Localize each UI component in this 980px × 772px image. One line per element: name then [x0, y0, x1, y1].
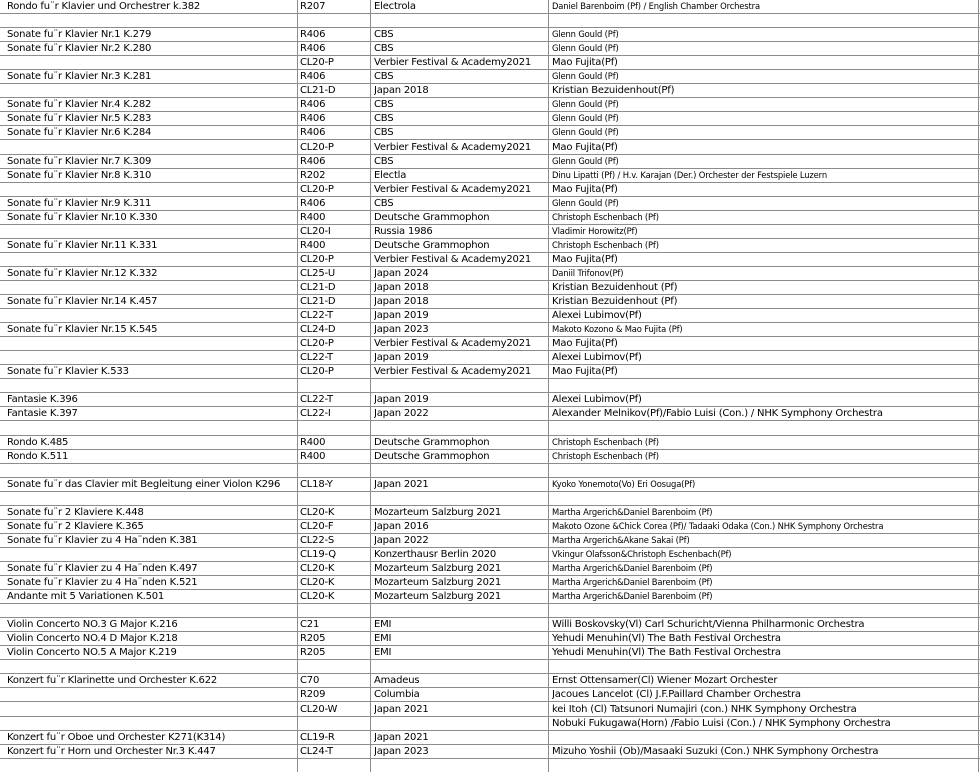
label-cell[interactable]: Mozarteum Salzburg 2021 [374, 563, 502, 574]
catalog-code-cell[interactable] [300, 717, 370, 730]
label-cell[interactable]: CBS [374, 127, 394, 139]
performer-cell[interactable]: Dinu Lipatti (Pf) / H.v. Karajan (Der.) Orchester der Festspiele Luzern [552, 169, 827, 180]
work-title-cell[interactable] [7, 14, 297, 27]
table-row[interactable] [0, 590, 980, 604]
work-title-cell[interactable] [7, 141, 297, 154]
table-row[interactable] [0, 253, 980, 267]
label-cell[interactable]: CBS [374, 197, 394, 209]
catalog-code-cell[interactable] [300, 422, 370, 435]
label-cell[interactable]: Deutsche Grammophon [374, 450, 490, 462]
catalog-code-cell[interactable]: CL24-T [300, 745, 333, 757]
catalog-code-cell[interactable]: CL20-P [300, 183, 334, 195]
catalog-code-cell[interactable]: CL25-U [300, 267, 336, 279]
table-row[interactable] [0, 492, 980, 506]
catalog-code-cell[interactable]: R406 [300, 99, 326, 111]
label-cell[interactable]: Deutsche Grammophon [374, 436, 490, 448]
performer-cell[interactable]: Glenn Gould (Pf) [552, 43, 619, 54]
catalog-code-cell[interactable]: CL20-K [300, 591, 335, 603]
work-title-cell[interactable]: Konzert fu¨r Horn und Orchester Nr.3 K.447 [7, 745, 216, 757]
table-row[interactable] [0, 323, 980, 337]
catalog-code-cell[interactable]: CL24-D [300, 324, 336, 336]
label-cell[interactable]: EMI [374, 633, 392, 645]
label-cell[interactable]: Electla [374, 169, 407, 181]
catalog-code-cell[interactable]: R400 [300, 450, 326, 462]
label-cell[interactable]: Mozarteum Salzburg 2021 [374, 591, 502, 603]
label-cell[interactable]: Konzerthausr Berlin 2020 [374, 548, 497, 560]
performer-cell[interactable]: Willi Boskovsky(Vl) Carl Schuricht/Vienna Philharmonic Orchestra [552, 619, 865, 631]
work-title-cell[interactable] [7, 84, 297, 97]
work-title-cell[interactable]: Konzert fu¨r Oboe und Orchester K271(K314) [7, 731, 226, 743]
work-title-cell[interactable]: Sonate fu¨r Klavier zu 4 Ha¨nden K.521 [7, 577, 198, 589]
label-cell[interactable]: Japan 2024 [374, 267, 429, 279]
catalog-code-cell[interactable]: CL20-W [300, 703, 338, 715]
performer-cell[interactable]: Mao Fujita(Pf) [552, 338, 618, 350]
work-title-cell[interactable]: Sonate fu¨r Klavier Nr.1 K.279 [7, 29, 152, 41]
table-row[interactable] [0, 688, 980, 702]
label-cell[interactable]: Verbier Festival & Academy2021 [374, 366, 532, 378]
performer-cell[interactable]: Ernst Ottensamer(Cl) Wiener Mozart Orchester [552, 675, 778, 687]
label-cell[interactable]: Verbier Festival & Academy2021 [374, 338, 532, 350]
performer-cell[interactable]: Mizuho Yoshii (Ob)/Masaaki Suzuki (Con.) NHK Symphony Orchestra [552, 745, 879, 757]
label-cell[interactable]: Deutsche Grammophon [374, 211, 490, 223]
table-row[interactable] [0, 351, 980, 365]
table-row[interactable] [0, 0, 980, 14]
performer-cell[interactable] [552, 422, 978, 435]
label-cell[interactable] [374, 717, 548, 730]
work-title-cell[interactable]: Sonate fu¨r Klavier zu 4 Ha¨nden K.381 [7, 534, 198, 546]
catalog-code-cell[interactable]: CL20-K [300, 563, 335, 574]
catalog-code-cell[interactable] [300, 660, 370, 673]
catalog-code-cell[interactable]: CL20-P [300, 366, 334, 378]
catalog-code-cell[interactable]: CL21-D [300, 282, 336, 293]
table-row[interactable] [0, 407, 980, 421]
label-cell[interactable]: Japan 2016 [374, 520, 429, 532]
performer-cell[interactable]: Martha Argerich&Akane Sakai (Pf) [552, 534, 690, 545]
work-title-cell[interactable]: Violin Concerto NO.4 D Major K.218 [7, 633, 178, 645]
work-title-cell[interactable]: Sonate fu¨r Klavier Nr.9 K.311 [7, 197, 152, 209]
work-title-cell[interactable] [7, 309, 297, 322]
catalog-code-cell[interactable]: CL20-P [300, 141, 334, 153]
table-row[interactable] [0, 703, 980, 717]
work-title-cell[interactable] [7, 717, 297, 730]
performer-cell[interactable]: Jacoues Lancelot (Cl) J.F.Paillard Chamber Orchestra [552, 689, 801, 701]
table-row[interactable] [0, 632, 980, 646]
performer-cell[interactable]: Christoph Eschenbach (Pf) [552, 436, 659, 447]
label-cell[interactable]: Japan 2018 [374, 282, 429, 293]
table-row[interactable] [0, 422, 980, 436]
work-title-cell[interactable] [7, 548, 297, 561]
performer-cell[interactable]: Glenn Gould (Pf) [552, 71, 619, 82]
catalog-code-cell[interactable]: CL22-I [300, 408, 331, 420]
label-cell[interactable]: EMI [374, 647, 392, 659]
table-row[interactable] [0, 478, 980, 492]
work-title-cell[interactable]: Sonate fu¨r 2 Klaviere K.365 [7, 520, 144, 532]
work-title-cell[interactable]: Sonate fu¨r Klavier Nr.10 K.330 [7, 211, 158, 223]
table-row[interactable] [0, 506, 980, 520]
performer-cell[interactable]: Christoph Eschenbach (Pf) [552, 211, 659, 222]
catalog-code-cell[interactable] [300, 464, 370, 477]
label-cell[interactable]: Deutsche Grammophon [374, 239, 490, 251]
performer-cell[interactable]: Daniil Trifonov(Pf) [552, 267, 624, 278]
work-title-cell[interactable]: Sonate fu¨r Klavier Nr.6 K.284 [7, 127, 152, 139]
work-title-cell[interactable]: Violin Concerto NO.3 G Major K.216 [7, 619, 178, 631]
work-title-cell[interactable]: Sonate fu¨r Klavier Nr.12 K.332 [7, 267, 158, 279]
performer-cell[interactable]: Glenn Gould (Pf) [552, 197, 619, 208]
catalog-code-cell[interactable]: CL20-P [300, 253, 334, 265]
table-row[interactable] [0, 42, 980, 56]
catalog-code-cell[interactable]: CL20-K [300, 506, 335, 518]
performer-cell[interactable]: Kristian Bezuidenhout (Pf) [552, 282, 678, 293]
work-title-cell[interactable]: Sonate fu¨r das Clavier mit Begleitung einer Violon K296 [7, 478, 281, 490]
label-cell[interactable]: Russia 1986 [374, 225, 433, 237]
label-cell[interactable]: EMI [374, 619, 392, 631]
work-title-cell[interactable]: Sonate fu¨r 2 Klaviere K.448 [7, 506, 144, 518]
catalog-code-cell[interactable]: R400 [300, 239, 326, 251]
table-row[interactable] [0, 169, 980, 183]
catalog-code-cell[interactable]: CL18-Y [300, 478, 333, 490]
table-row[interactable] [0, 464, 980, 478]
label-cell[interactable] [374, 492, 548, 505]
catalog-code-cell[interactable]: CL20-K [300, 577, 335, 589]
performer-cell[interactable]: Glenn Gould (Pf) [552, 29, 619, 40]
table-row[interactable] [0, 112, 980, 126]
label-cell[interactable] [374, 604, 548, 617]
table-row[interactable] [0, 28, 980, 42]
table-row[interactable] [0, 337, 980, 351]
performer-cell[interactable] [552, 660, 978, 673]
label-cell[interactable]: Japan 2021 [374, 703, 429, 715]
work-title-cell[interactable]: Sonate fu¨r Klavier Nr.14 K.457 [7, 296, 158, 308]
performer-cell[interactable]: Mao Fujita(Pf) [552, 366, 618, 378]
performer-cell[interactable]: Alexei Lubimov(Pf) [552, 352, 642, 364]
label-cell[interactable]: Amadeus [374, 675, 420, 687]
label-cell[interactable]: CBS [374, 99, 394, 111]
label-cell[interactable]: Japan 2018 [374, 296, 429, 308]
work-title-cell[interactable] [7, 660, 297, 673]
performer-cell[interactable]: Nobuki Fukugawa(Horn) /Fabio Luisi (Con.) / NHK Symphony Orchestra [552, 717, 891, 729]
performer-cell[interactable]: Vkingur Olafsson&Christoph Eschenbach(Pf) [552, 548, 732, 559]
label-cell[interactable]: Japan 2018 [374, 85, 429, 97]
work-title-cell[interactable]: Sonate fu¨r Klavier Nr.2 K.280 [7, 43, 152, 55]
table-row[interactable] [0, 225, 980, 239]
work-title-cell[interactable]: Konzert fu¨r Klarinette und Orchester K.622 [7, 675, 218, 687]
label-cell[interactable]: Verbier Festival & Academy2021 [374, 253, 532, 265]
performer-cell[interactable] [552, 604, 978, 617]
work-title-cell[interactable]: Fantasie K.397 [7, 408, 78, 420]
table-row[interactable] [0, 731, 980, 745]
label-cell[interactable]: Japan 2019 [374, 310, 429, 322]
label-cell[interactable]: CBS [374, 113, 394, 125]
table-row[interactable] [0, 141, 980, 155]
work-title-cell[interactable]: Fantasie K.396 [7, 394, 78, 406]
work-title-cell[interactable]: Sonate fu¨r Klavier Nr.11 K.331 [7, 239, 158, 251]
performer-cell[interactable]: Yehudi Menuhin(Vl) The Bath Festival Orchestra [552, 633, 781, 645]
catalog-code-cell[interactable] [300, 492, 370, 505]
performer-cell[interactable] [552, 731, 978, 744]
work-title-cell[interactable]: Sonate fu¨r Klavier Nr.5 K.283 [7, 113, 152, 125]
work-title-cell[interactable] [7, 56, 297, 69]
performer-cell[interactable]: Mao Fujita(Pf) [552, 141, 618, 153]
label-cell[interactable]: Electrola [374, 1, 416, 12]
catalog-code-cell[interactable] [300, 604, 370, 617]
catalog-code-cell[interactable]: R406 [300, 197, 326, 209]
table-row[interactable] [0, 450, 980, 464]
performer-cell[interactable]: Martha Argerich&Daniel Barenboim (Pf) [552, 506, 713, 517]
label-cell[interactable]: Japan 2019 [374, 394, 429, 406]
work-title-cell[interactable] [7, 703, 297, 716]
label-cell[interactable]: CBS [374, 155, 394, 167]
performer-cell[interactable]: Martha Argerich&Daniel Barenboim (Pf) [552, 577, 713, 588]
performer-cell[interactable]: Mao Fujita(Pf) [552, 183, 618, 195]
table-row[interactable] [0, 717, 980, 731]
table-row[interactable] [0, 183, 980, 197]
catalog-code-cell[interactable]: R406 [300, 127, 326, 139]
work-title-cell[interactable]: Sonate fu¨r Klavier Nr.15 K.545 [7, 324, 158, 336]
label-cell[interactable]: Japan 2021 [374, 731, 429, 743]
performer-cell[interactable]: Vladimir Horowitz(Pf) [552, 225, 638, 236]
catalog-code-cell[interactable]: CL20-F [300, 520, 334, 532]
catalog-code-cell[interactable]: CL22-S [300, 534, 335, 546]
table-row[interactable] [0, 576, 980, 590]
table-row[interactable] [0, 745, 980, 759]
performer-cell[interactable]: kei Itoh (Cl) Tatsunori Numajiri (con.) NHK Symphony Orchestra [552, 703, 857, 715]
work-title-cell[interactable]: Sonate fu¨r Klavier Nr.3 K.281 [7, 71, 152, 83]
table-row[interactable] [0, 309, 980, 323]
label-cell[interactable] [374, 14, 548, 27]
label-cell[interactable]: Japan 2023 [374, 745, 429, 757]
catalog-code-cell[interactable]: R406 [300, 113, 326, 125]
catalog-code-cell[interactable]: CL22-T [300, 352, 333, 364]
table-row[interactable] [0, 155, 980, 169]
label-cell[interactable]: Japan 2023 [374, 324, 429, 336]
work-title-cell[interactable]: Violin Concerto NO.5 A Major K.219 [7, 647, 177, 659]
performer-cell[interactable]: Glenn Gould (Pf) [552, 155, 619, 166]
label-cell[interactable]: Mozarteum Salzburg 2021 [374, 506, 502, 518]
table-row[interactable] [0, 604, 980, 618]
performer-cell[interactable]: Mao Fujita(Pf) [552, 57, 618, 69]
catalog-code-cell[interactable]: CL22-T [300, 310, 333, 322]
catalog-code-cell[interactable]: R400 [300, 436, 326, 448]
work-title-cell[interactable] [7, 379, 297, 392]
performer-cell[interactable]: Kristian Bezuidenhout(Pf) [552, 85, 675, 97]
performer-cell[interactable]: Christoph Eschenbach (Pf) [552, 239, 659, 250]
table-row[interactable] [0, 660, 980, 674]
label-cell[interactable]: Japan 2022 [374, 534, 429, 546]
table-row[interactable] [0, 98, 980, 112]
table-row[interactable] [0, 14, 980, 28]
work-title-cell[interactable] [7, 337, 297, 350]
table-row[interactable] [0, 618, 980, 632]
table-row[interactable] [0, 239, 980, 253]
label-cell[interactable]: Verbier Festival & Academy2021 [374, 183, 532, 195]
label-cell[interactable]: Verbier Festival & Academy2021 [374, 141, 532, 153]
performer-cell[interactable] [552, 14, 978, 27]
performer-cell[interactable] [552, 379, 978, 392]
table-row[interactable] [0, 70, 980, 84]
table-row[interactable] [0, 281, 980, 295]
catalog-code-cell[interactable]: R207 [300, 1, 326, 12]
catalog-code-cell[interactable]: CL19-R [300, 731, 335, 743]
performer-cell[interactable]: Glenn Gould (Pf) [552, 113, 619, 124]
table-row[interactable] [0, 674, 980, 688]
work-title-cell[interactable]: Sonate fu¨r Klavier Nr.8 K.310 [7, 169, 152, 181]
catalog-code-cell[interactable]: R209 [300, 689, 326, 701]
performer-cell[interactable] [552, 464, 978, 477]
label-cell[interactable] [374, 379, 548, 392]
catalog-code-cell[interactable]: R406 [300, 29, 326, 41]
work-title-cell[interactable]: Sonate fu¨r Klavier zu 4 Ha¨nden K.497 [7, 563, 198, 574]
catalog-code-cell[interactable]: CL20-P [300, 338, 334, 350]
catalog-code-cell[interactable]: R205 [300, 633, 326, 645]
label-cell[interactable] [374, 422, 548, 435]
work-title-cell[interactable] [7, 604, 297, 617]
label-cell[interactable]: CBS [374, 29, 394, 41]
performer-cell[interactable]: Martha Argerich&Daniel Barenboim (Pf) [552, 563, 713, 573]
performer-cell[interactable] [552, 492, 978, 505]
catalog-code-cell[interactable]: CL21-D [300, 296, 336, 308]
table-row[interactable] [0, 295, 980, 309]
catalog-code-cell[interactable] [300, 14, 370, 27]
work-title-cell[interactable] [7, 253, 297, 266]
table-row[interactable] [0, 520, 980, 534]
work-title-cell[interactable]: Rondo fu¨r Klavier und Orchestrer k.382 [7, 1, 201, 12]
performer-cell[interactable]: Daniel Barenboim (Pf) / English Chamber Orchestra [552, 1, 760, 11]
catalog-code-cell[interactable] [300, 379, 370, 392]
label-cell[interactable]: Japan 2019 [374, 352, 429, 364]
table-row[interactable] [0, 379, 980, 393]
table-row[interactable] [0, 534, 980, 548]
work-title-cell[interactable]: Rondo K.485 [7, 436, 69, 448]
label-cell[interactable] [374, 464, 548, 477]
label-cell[interactable] [374, 660, 548, 673]
catalog-code-cell[interactable]: R205 [300, 647, 326, 659]
performer-cell[interactable]: Kristian Bezuidenhout (Pf) [552, 296, 678, 308]
table-row[interactable] [0, 548, 980, 562]
performer-cell[interactable]: Glenn Gould (Pf) [552, 127, 619, 138]
label-cell[interactable]: Japan 2022 [374, 408, 429, 420]
label-cell[interactable]: Japan 2021 [374, 478, 429, 490]
catalog-code-cell[interactable]: C70 [300, 675, 320, 687]
table-row[interactable] [0, 126, 980, 140]
work-title-cell[interactable] [7, 464, 297, 477]
table-row[interactable] [0, 436, 980, 450]
label-cell[interactable]: Mozarteum Salzburg 2021 [374, 577, 502, 589]
work-title-cell[interactable] [7, 183, 297, 196]
catalog-code-cell[interactable]: CL20-I [300, 225, 331, 237]
label-cell[interactable]: Columbia [374, 689, 420, 701]
performer-cell[interactable]: Makoto Ozone &Chick Corea (Pf)/ Tadaaki Odaka (Con.) NHK Symphony Orchestra [552, 520, 884, 531]
label-cell[interactable]: CBS [374, 71, 394, 83]
performer-cell[interactable]: Yehudi Menuhin(Vl) The Bath Festival Orchestra [552, 647, 781, 659]
catalog-code-cell[interactable]: CL21-D [300, 85, 336, 97]
work-title-cell[interactable]: Sonate fu¨r Klavier Nr.7 K.309 [7, 155, 152, 167]
table-row[interactable] [0, 267, 980, 281]
work-title-cell[interactable]: Rondo K.511 [7, 450, 69, 462]
label-cell[interactable]: Verbier Festival & Academy2021 [374, 57, 532, 69]
work-title-cell[interactable]: Andante mit 5 Variationen K.501 [7, 591, 165, 603]
work-title-cell[interactable] [7, 281, 297, 294]
work-title-cell[interactable]: Sonate fu¨r Klavier K.533 [7, 366, 129, 378]
performer-cell[interactable]: Martha Argerich&Daniel Barenboim (Pf) [552, 591, 713, 602]
work-title-cell[interactable] [7, 492, 297, 505]
performer-cell[interactable]: Alexei Lubimov(Pf) [552, 394, 642, 406]
catalog-code-cell[interactable]: C21 [300, 619, 320, 631]
label-cell[interactable]: CBS [374, 43, 394, 55]
performer-cell[interactable]: Mao Fujita(Pf) [552, 253, 618, 265]
table-row[interactable] [0, 365, 980, 379]
performer-cell[interactable]: Alexander Melnikov(Pf)/Fabio Luisi (Con.) / NHK Symphony Orchestra [552, 408, 883, 420]
performer-cell[interactable]: Alexei Lubimov(Pf) [552, 310, 642, 322]
work-title-cell[interactable] [7, 351, 297, 364]
catalog-code-cell[interactable]: R406 [300, 71, 326, 83]
table-row[interactable] [0, 197, 980, 211]
table-row[interactable] [0, 211, 980, 225]
performer-cell[interactable]: Glenn Gould (Pf) [552, 99, 619, 110]
catalog-code-cell[interactable]: R406 [300, 43, 326, 55]
performer-cell[interactable]: Kyoko Yonemoto(Vo) Eri Oosuga(Pf) [552, 478, 696, 489]
work-title-cell[interactable]: Sonate fu¨r Klavier Nr.4 K.282 [7, 99, 152, 111]
work-title-cell[interactable] [7, 422, 297, 435]
catalog-code-cell[interactable]: CL19-Q [300, 548, 336, 560]
performer-cell[interactable]: Makoto Kozono & Mao Fujita (Pf) [552, 324, 683, 335]
table-row[interactable] [0, 56, 980, 70]
catalog-code-cell[interactable]: CL20-P [300, 57, 334, 69]
catalog-code-cell[interactable]: R406 [300, 155, 326, 167]
work-title-cell[interactable] [7, 225, 297, 238]
work-title-cell[interactable] [7, 688, 297, 701]
catalog-code-cell[interactable]: R202 [300, 169, 326, 181]
catalog-code-cell[interactable]: R400 [300, 211, 326, 223]
table-row[interactable] [0, 562, 980, 576]
table-row[interactable] [0, 646, 980, 660]
catalog-code-cell[interactable]: CL22-T [300, 394, 333, 406]
performer-cell[interactable]: Christoph Eschenbach (Pf) [552, 450, 659, 461]
table-row[interactable] [0, 393, 980, 407]
table-row[interactable] [0, 84, 980, 98]
